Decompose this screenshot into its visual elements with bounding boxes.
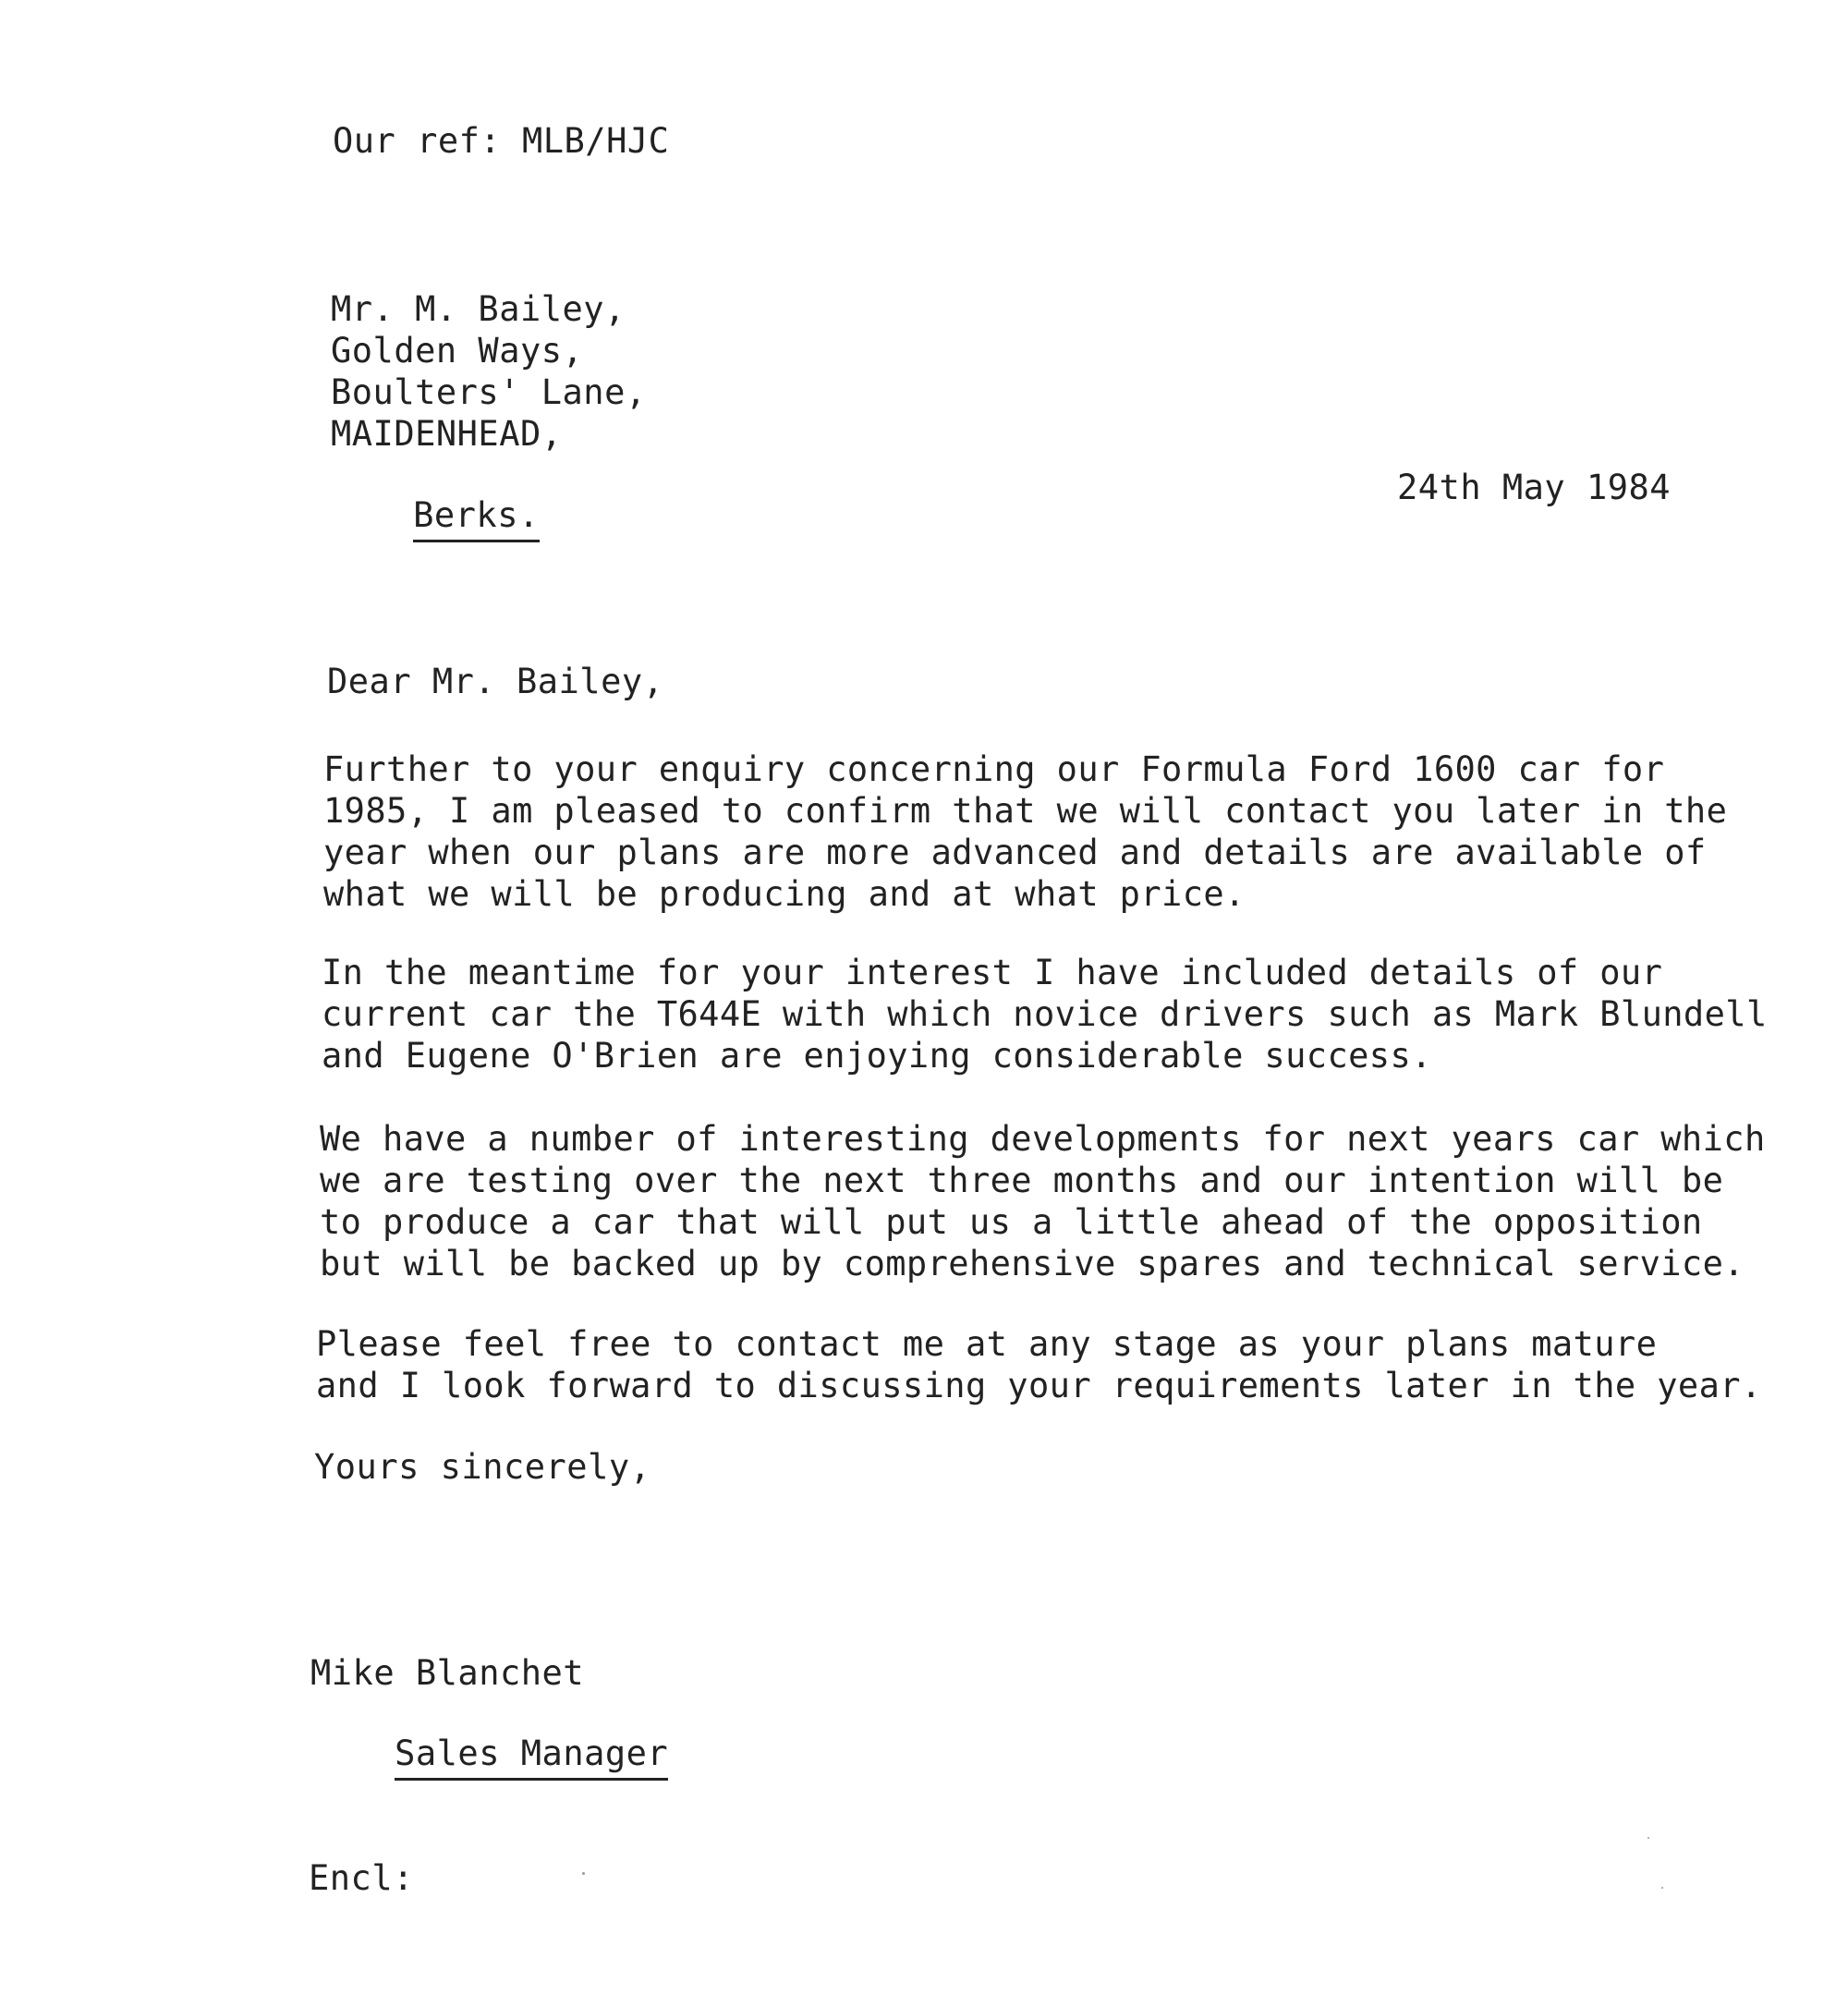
body-paragraph-3: We have a number of interesting developments for next years car which we are testing over the next three months and our intention will be to produce a car that will put us a little ahead of the opposition but will be backed up by comprehensive spares and technical service. — [320, 1119, 1766, 1283]
letter-date: 24th May 1984 — [1397, 468, 1672, 507]
body-paragraph-1: Further to your enquiry concerning our Formula Ford 1600 car for 1985, I am pleased to confirm that we will contact you later in the year when our plans are more advanced and details are available of what we will be producing and at what price. — [323, 749, 1728, 914]
body-paragraph-4: Please feel free to contact me at any stage as your plans mature and I look forward to discussing your requirements later in the year. — [316, 1324, 1762, 1405]
recipient-county — [329, 453, 540, 584]
recipient-address-line-1: Golden Ways, — [331, 331, 584, 371]
body-paragraph-2: In the meantime for your interest I have included details of our current car the T644E with which novice drivers such as Mark Blundell and Eugene O'Brien are enjoying considerable success. — [322, 953, 1768, 1076]
recipient-town: MAIDENHEAD, — [331, 414, 563, 454]
recipient-name: Mr. M. Bailey, — [331, 289, 626, 329]
our-reference: Our ref: MLB/HJC — [333, 121, 670, 161]
paper-speck — [582, 1872, 585, 1875]
signatory-title — [310, 1691, 668, 1822]
enclosure-note: Encl: — [309, 1858, 414, 1898]
recipient-address-line-2: Boulters' Lane, — [331, 372, 647, 412]
signatory-title-underlined: Sales Manager — [395, 1733, 668, 1781]
salutation: Dear Mr. Bailey, — [327, 662, 664, 701]
paper-speck — [1661, 1887, 1663, 1889]
closing: Yours sincerely, — [314, 1447, 651, 1487]
paper-speck — [1647, 1837, 1649, 1839]
signatory-name: Mike Blanchet — [310, 1653, 585, 1693]
recipient-county-underlined: Berks. — [413, 494, 540, 542]
